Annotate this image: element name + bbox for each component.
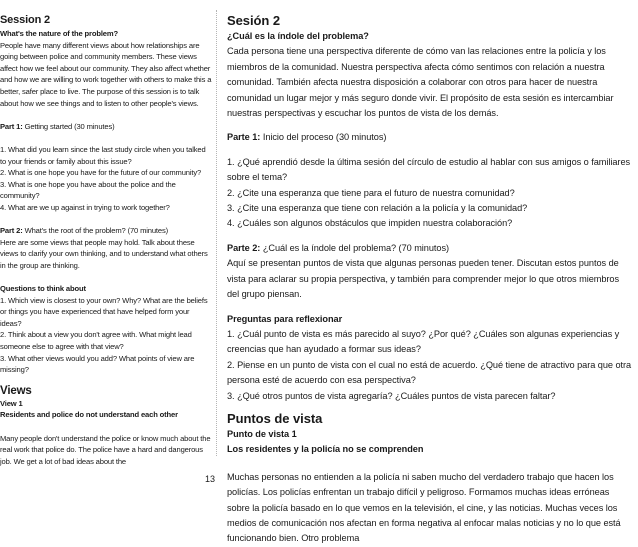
english-questions-q3: 3. What other views would you add? What points of view are missing? <box>0 353 195 375</box>
spanish-questions-q3: 3. ¿Qué otros puntos de vista agregaría? ¿Cuáles puntos de vista parecen faltar? <box>227 390 556 401</box>
english-column <box>0 14 212 467</box>
english-part1-q3: 3. What is one hope you have about the police and the community? <box>0 179 176 201</box>
spanish-part1-q3: 3. ¿Cite una esperanza que tiene con relación a la policía y la comunidad? <box>227 203 528 214</box>
english-part1-q2: 2. What is one hope you have for the future of our community? <box>0 168 202 178</box>
english-view1-text: Many people don't understand the police or know much about the real work that police do. The police have a hard and dangerous job. We get a lot of bad ideas about the <box>0 433 211 466</box>
spanish-part1-q1: 1. ¿Qué aprendió desde la última sesión del círculo de estudio al hablar con sus amigos o familiares sobre el tema? <box>227 156 631 183</box>
spanish-view1-title: Los residentes y la policía no se comprenden <box>227 444 424 455</box>
spanish-part1-q4: 4. ¿Cuáles son algunos obstáculos que impiden nuestra colaboración? <box>227 218 513 229</box>
english-views-title: Views <box>0 384 32 397</box>
english-part2-title: What's the root of the problem? (70 minutes) <box>24 226 168 236</box>
spanish-view1-text: Muchas personas no entienden a la policía ni saben mucho del verdadero trabajo que hacen los policías. Los policías enfrentan un trabajo difícil y peligroso. Formamos muchas ideas erróneas sobre la policía basado en lo que vemos en la televisión, el cine, y las noticias. Muchas veces los medios de comunicación nos afectan en forma negativa al enfocar malas noticias y no lo que está funcionando bien. Otro problema <box>227 471 621 544</box>
english-part2-text: Here are some views that people may hold. Talk about these views to clarify your own thinking, and to understand what others in the group are thinking. <box>0 237 208 270</box>
spanish-part2-heading <box>227 241 632 256</box>
spanish-part2-label: Parte 2: <box>227 242 261 253</box>
english-view1-label: View 1 <box>0 398 23 408</box>
spanish-views-title: Puntos de vista <box>227 410 323 426</box>
spanish-intro: Cada persona tiene una perspectiva diferente de cómo van las relaciones entre la policía y los miembros de la comunidad. Nuestra perspectiva afecta cómo sentimos con relación a nuestra comunidad. También afecta nuestra disposición a colaborar con otros para hacer de nuestra comunidad un lugar mejor y más seguro donde vivir. El propósito de esta sesión es intercambiar nuestras perspectivas y escuchar los puntos de vista de los demás. <box>227 46 614 119</box>
spanish-part1-heading <box>227 130 632 145</box>
english-part2-label: Part 2: <box>0 226 23 236</box>
english-session-title: Session 2 <box>0 14 51 26</box>
spanish-part2-title: ¿Cuál es la índole del problema? (70 minutos) <box>262 242 450 253</box>
english-part1-title: Getting started (30 minutes) <box>24 121 115 131</box>
english-part2-heading <box>0 225 212 237</box>
spanish-part2-text: Aquí se presentan puntos de vista que algunas personas pueden tener. Discutan estos puntos de vista para aclarar su propia perspectiva, y también para comprender mejor lo que otros miembros del grupo piensan. <box>227 258 620 300</box>
spanish-session-subtitle: ¿Cuál es la índole del problema? <box>227 31 369 41</box>
english-part1-q1: 1. What did you learn since the last study circle when you talked to your friends or family about this issue? <box>0 144 206 166</box>
english-part1-q4: 4. What are we up against in trying to work together? <box>0 202 170 212</box>
spanish-part1-label: Parte 1: <box>227 132 261 143</box>
english-view1-title: Residents and police do not understand each other <box>0 410 178 420</box>
english-intro: People have many different views about how relationships are going between police and community members. These views affect how we feel about our community. They also affect whether and how we are willing to work together with others to make this a better, safer place to live. The purpose of this session is to talk about how we see things and to listen to other people's views. <box>0 40 212 108</box>
spanish-column <box>227 13 632 547</box>
english-session-subtitle: What's the nature of the problem? <box>0 29 118 38</box>
english-part1-label: Part 1: <box>0 121 23 131</box>
spanish-part1-q2: 2. ¿Cite una esperanza que tiene para el futuro de nuestra comunidad? <box>227 187 515 198</box>
column-divider <box>216 10 218 456</box>
english-part1-heading <box>0 121 212 133</box>
spanish-session-title: Sesión 2 <box>227 13 281 28</box>
spanish-questions-q1: 1. ¿Cuál punto de vista es más parecido al suyo? ¿Por qué? ¿Cuáles son algunas experiencias y creencias que han ayudado a formar sus ideas? <box>227 328 620 355</box>
spanish-questions-title: Preguntas para reflexionar <box>227 313 343 324</box>
english-questions-q1: 1. Which view is closest to your own? Why? What are the beliefs or things you have experienced that have helped form your ideas? <box>0 295 208 328</box>
english-questions-q2: 2. Think about a view you don't agree with. What might lead someone else to agree with that view? <box>0 330 192 352</box>
english-questions-title: Questions to think about <box>0 284 86 294</box>
spanish-part1-title: Inicio del proceso (30 minutos) <box>262 132 387 143</box>
page-number: 13 <box>205 474 216 484</box>
spanish-questions-q2: 2. Piense en un punto de vista con el cual no está de acuerdo. ¿Qué tiene de atractivo para que otra persona esté de acuerdo con esa perspectiva? <box>227 359 632 386</box>
spanish-view1-label: Punto de vista 1 <box>227 428 297 439</box>
